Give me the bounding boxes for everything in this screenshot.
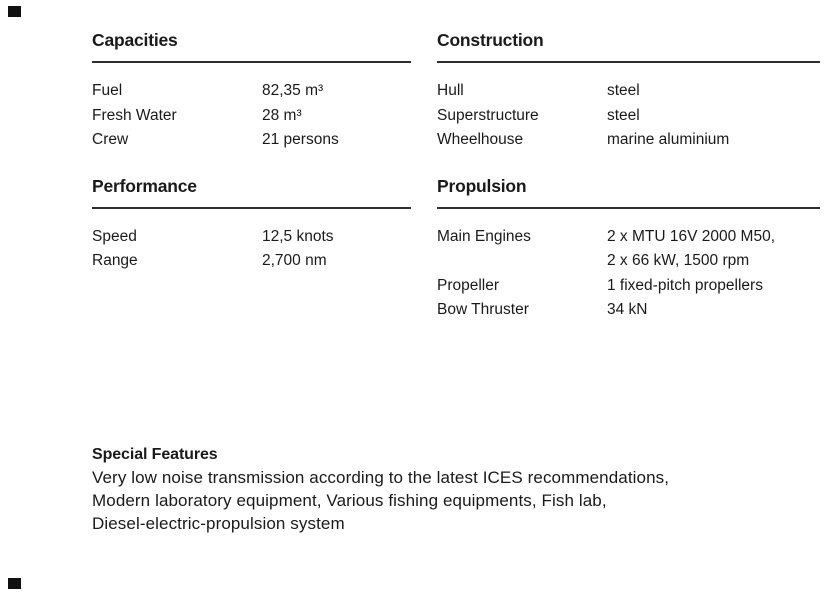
spec-value: marine aluminium — [607, 131, 730, 148]
spec-label: Hull — [437, 82, 464, 99]
spec-row — [92, 128, 411, 153]
spec-value — [607, 225, 820, 274]
section-rule — [437, 207, 820, 209]
spec-label: Main Engines — [437, 227, 531, 245]
section-capacities — [92, 30, 411, 153]
spec-row — [437, 298, 820, 323]
section-title-capacities: Capacities — [92, 30, 178, 50]
special-features-line: Very low noise transmission according to the latest ICES recommendations, — [92, 468, 670, 487]
spec-label: Propeller — [437, 276, 500, 294]
spec-label: Superstructure — [437, 106, 539, 124]
special-features-line: Modern laboratory equipment, Various fishing equipments, Fish lab, — [92, 491, 607, 510]
left-column — [92, 30, 411, 274]
right-column — [437, 30, 820, 323]
spec-row — [92, 249, 411, 274]
spec-row — [92, 104, 411, 129]
spec-row — [437, 79, 820, 104]
section-propulsion — [437, 176, 820, 323]
spec-rows — [92, 225, 411, 274]
spec-value: steel — [607, 106, 640, 124]
section-construction — [437, 30, 820, 153]
spec-label: Fresh Water — [92, 106, 177, 124]
special-features-line: Diesel-electric-propulsion system — [92, 514, 345, 533]
section-rule — [92, 207, 411, 209]
spec-label: Wheelhouse — [437, 131, 524, 148]
section-rule — [92, 61, 411, 63]
spec-value: 82,35 m³ — [262, 82, 324, 99]
spec-row — [92, 79, 411, 104]
spec-rows — [92, 79, 411, 153]
spec-row — [437, 104, 820, 129]
special-features-block — [92, 444, 792, 535]
spec-label: Bow Thruster — [437, 301, 529, 318]
spec-label: Range — [92, 252, 138, 269]
spec-label: Fuel — [92, 82, 123, 99]
special-features-title: Special Features — [92, 446, 218, 463]
spec-value: 2,700 nm — [262, 252, 327, 269]
spec-value: 34 kN — [607, 301, 648, 318]
spec-value-line: 2 x 66 kW, 1500 rpm — [607, 252, 750, 269]
spec-value: 1 fixed-pitch propellers — [607, 276, 763, 294]
page-edge-mark-top — [8, 6, 21, 17]
spec-row — [92, 225, 411, 250]
spec-rows — [437, 225, 820, 323]
section-performance — [92, 176, 411, 274]
spec-label: Speed — [92, 227, 137, 245]
section-title-performance: Performance — [92, 175, 197, 196]
spec-value: steel — [607, 82, 640, 99]
section-rule — [437, 61, 820, 63]
spec-label: Crew — [92, 131, 129, 148]
spec-row — [437, 128, 820, 153]
spec-value: 28 m³ — [262, 106, 302, 124]
spec-value-line: 2 x MTU 16V 2000 M50, — [607, 227, 775, 245]
spec-value: 21 persons — [262, 131, 339, 148]
spec-rows — [437, 79, 820, 153]
section-title-construction: Construction — [437, 30, 544, 50]
spec-row — [437, 225, 820, 274]
page-edge-mark-bottom — [8, 578, 21, 589]
section-title-propulsion: Propulsion — [437, 175, 527, 196]
spec-row — [437, 274, 820, 299]
spec-value: 12,5 knots — [262, 227, 334, 245]
